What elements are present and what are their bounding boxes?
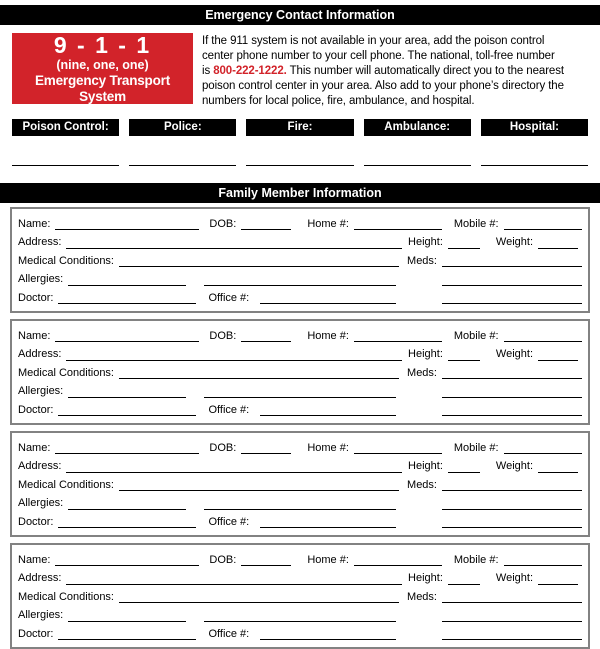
name-blank-line <box>55 451 199 454</box>
height-blank-line <box>448 358 480 361</box>
dob-label: DOB: <box>209 553 237 566</box>
doctor-label: Doctor: <box>18 403 54 416</box>
meds-continued-blank-line-2 <box>442 413 582 416</box>
home-phone-blank-line <box>354 563 442 566</box>
medical-conditions-blank-line <box>119 600 399 603</box>
address-label: Address: <box>18 572 62 585</box>
medical-conditions-label: Medical Conditions: <box>18 478 114 491</box>
nine-one-one-number: 9 - 1 - 1 <box>53 32 152 58</box>
address-blank-line <box>66 358 402 361</box>
weight-blank-line <box>538 582 578 585</box>
emergency-contacts-row <box>12 119 588 137</box>
home-phone-label: Home #: <box>307 329 349 342</box>
medical-conditions-label: Medical Conditions: <box>18 590 114 603</box>
family-member-box-1 <box>10 207 590 313</box>
name-dob-phone-row <box>18 329 582 342</box>
home-phone-label: Home #: <box>307 217 349 230</box>
doctor-blank-line <box>58 637 196 640</box>
meds-label: Meds: <box>407 590 437 603</box>
allergies-continued-blank-line <box>204 283 396 286</box>
medical-conditions-meds-row <box>18 478 582 491</box>
address-height-weight-row <box>18 348 582 361</box>
allergies-blank-line <box>68 619 186 622</box>
name-blank-line <box>55 339 199 342</box>
medical-conditions-meds-row <box>18 366 582 379</box>
family-section-title: Family Member Information <box>218 186 382 201</box>
name-dob-phone-row <box>18 441 582 454</box>
intro-line-3-suffix: This number will automatically direct you to the nearest <box>286 64 564 77</box>
allergies-label: Allergies: <box>18 609 64 622</box>
weight-label: Weight: <box>495 572 533 585</box>
allergies-row <box>18 385 582 398</box>
allergies-label: Allergies: <box>18 385 64 398</box>
allergies-row <box>18 609 582 622</box>
weight-label: Weight: <box>495 460 533 473</box>
police-phone-write-in-line <box>129 164 236 166</box>
doctor-blank-line <box>58 413 196 416</box>
allergies-continued-blank-line <box>204 619 396 622</box>
name-dob-phone-row <box>18 553 582 566</box>
address-label: Address: <box>18 236 62 249</box>
dob-blank-line <box>241 339 291 342</box>
mobile-phone-blank-line <box>504 339 582 342</box>
dob-label: DOB: <box>209 217 237 230</box>
medical-conditions-blank-line <box>119 264 399 267</box>
home-phone-label: Home #: <box>307 553 349 566</box>
poison-control-instructions <box>202 33 588 109</box>
weight-label: Weight: <box>495 348 533 361</box>
mobile-phone-label: Mobile #: <box>453 553 499 566</box>
weight-blank-line <box>538 358 578 361</box>
doctor-office-row <box>18 291 582 304</box>
poison-control-phone-write-in-line <box>12 164 119 166</box>
doctor-label: Doctor: <box>18 515 54 528</box>
medical-conditions-label: Medical Conditions: <box>18 254 114 267</box>
allergies-blank-line <box>68 507 186 510</box>
intro-line-2: center phone number to your cell phone. The national, toll-free number <box>202 49 555 62</box>
height-label: Height: <box>408 348 443 361</box>
name-label: Name: <box>18 553 51 566</box>
contact-phone-write-in-lines <box>12 164 588 166</box>
address-height-weight-row <box>18 572 582 585</box>
meds-blank-line <box>442 376 582 379</box>
meds-continued-blank-line-1 <box>442 619 582 622</box>
doctor-office-row <box>18 403 582 416</box>
office-phone-blank-line <box>260 413 396 416</box>
doctor-office-row <box>18 627 582 640</box>
meds-continued-blank-line-2 <box>442 301 582 304</box>
dob-label: DOB: <box>209 441 237 454</box>
meds-blank-line <box>442 600 582 603</box>
height-label: Height: <box>408 236 443 249</box>
nine-one-one-words: (nine, one, one) <box>56 58 149 72</box>
meds-continued-blank-line-2 <box>442 525 582 528</box>
mobile-phone-blank-line <box>504 451 582 454</box>
intro-line-3-prefix: is <box>202 64 214 77</box>
emergency-contact-header <box>0 5 600 25</box>
meds-continued-blank-line-2 <box>442 637 582 640</box>
allergies-blank-line <box>68 283 186 286</box>
fire-phone-write-in-line <box>246 164 353 166</box>
doctor-blank-line <box>58 301 196 304</box>
name-label: Name: <box>18 217 51 230</box>
address-label: Address: <box>18 460 62 473</box>
contact-label-fire: Fire: <box>246 119 353 137</box>
office-phone-label: Office #: <box>208 627 250 640</box>
office-phone-label: Office #: <box>208 403 250 416</box>
address-blank-line <box>66 470 402 473</box>
intro-line-4: poison control center in your area. Also add to your phone’s directory the <box>202 79 564 92</box>
home-phone-blank-line <box>354 227 442 230</box>
name-dob-phone-row <box>18 217 582 230</box>
office-phone-blank-line <box>260 301 396 304</box>
name-blank-line <box>55 563 199 566</box>
address-height-weight-row <box>18 460 582 473</box>
poison-control-phone-number: 800-222-1222. <box>213 64 287 77</box>
allergies-row <box>18 497 582 510</box>
medical-conditions-meds-row <box>18 254 582 267</box>
meds-label: Meds: <box>407 366 437 379</box>
height-label: Height: <box>408 572 443 585</box>
allergies-continued-blank-line <box>204 395 396 398</box>
doctor-label: Doctor: <box>18 291 54 304</box>
medical-conditions-meds-row <box>18 590 582 603</box>
mobile-phone-blank-line <box>504 227 582 230</box>
meds-blank-line <box>442 488 582 491</box>
nine-one-one-box <box>12 33 193 104</box>
mobile-phone-label: Mobile #: <box>453 441 499 454</box>
contact-label-police: Police: <box>129 119 236 137</box>
family-member-box-4 <box>10 543 590 649</box>
contact-label-poison-control: Poison Control: <box>12 119 119 137</box>
family-member-header <box>0 183 600 203</box>
address-height-weight-row <box>18 236 582 249</box>
allergies-continued-blank-line <box>204 507 396 510</box>
intro-section <box>12 33 588 109</box>
medical-conditions-blank-line <box>119 488 399 491</box>
allergies-row <box>18 273 582 286</box>
height-label: Height: <box>408 460 443 473</box>
intro-line-5: numbers for local police, fire, ambulance, and hospital. <box>202 94 475 107</box>
allergies-label: Allergies: <box>18 497 64 510</box>
address-blank-line <box>66 582 402 585</box>
hospital-phone-write-in-line <box>481 164 588 166</box>
meds-continued-blank-line-1 <box>442 283 582 286</box>
height-blank-line <box>448 582 480 585</box>
dob-label: DOB: <box>209 329 237 342</box>
height-blank-line <box>448 470 480 473</box>
medical-conditions-label: Medical Conditions: <box>18 366 114 379</box>
office-phone-label: Office #: <box>208 291 250 304</box>
mobile-phone-label: Mobile #: <box>453 217 499 230</box>
medical-conditions-blank-line <box>119 376 399 379</box>
contact-label-ambulance: Ambulance: <box>364 119 471 137</box>
dob-blank-line <box>241 563 291 566</box>
mobile-phone-label: Mobile #: <box>453 329 499 342</box>
meds-label: Meds: <box>407 478 437 491</box>
name-label: Name: <box>18 329 51 342</box>
allergies-label: Allergies: <box>18 273 64 286</box>
family-members-list <box>10 207 590 649</box>
page-title: Emergency Contact Information <box>205 8 395 22</box>
height-blank-line <box>448 246 480 249</box>
office-phone-blank-line <box>260 525 396 528</box>
allergies-blank-line <box>68 395 186 398</box>
meds-blank-line <box>442 264 582 267</box>
address-label: Address: <box>18 348 62 361</box>
meds-continued-blank-line-1 <box>442 507 582 510</box>
home-phone-label: Home #: <box>307 441 349 454</box>
dob-blank-line <box>241 451 291 454</box>
name-label: Name: <box>18 441 51 454</box>
weight-blank-line <box>538 246 578 249</box>
weight-blank-line <box>538 470 578 473</box>
meds-label: Meds: <box>407 254 437 267</box>
office-phone-blank-line <box>260 637 396 640</box>
family-member-box-3 <box>10 431 590 537</box>
address-blank-line <box>66 246 402 249</box>
office-phone-label: Office #: <box>208 515 250 528</box>
name-blank-line <box>55 227 199 230</box>
doctor-blank-line <box>58 525 196 528</box>
home-phone-blank-line <box>354 339 442 342</box>
meds-continued-blank-line-1 <box>442 395 582 398</box>
doctor-label: Doctor: <box>18 627 54 640</box>
family-member-box-2 <box>10 319 590 425</box>
mobile-phone-blank-line <box>504 563 582 566</box>
ambulance-phone-write-in-line <box>364 164 471 166</box>
intro-line-1: If the 911 system is not available in your area, add the poison control <box>202 35 545 47</box>
doctor-office-row <box>18 515 582 528</box>
home-phone-blank-line <box>354 451 442 454</box>
dob-blank-line <box>241 227 291 230</box>
emergency-transport-label: Emergency Transport System <box>35 73 170 104</box>
weight-label: Weight: <box>495 236 533 249</box>
contact-label-hospital: Hospital: <box>481 119 588 137</box>
